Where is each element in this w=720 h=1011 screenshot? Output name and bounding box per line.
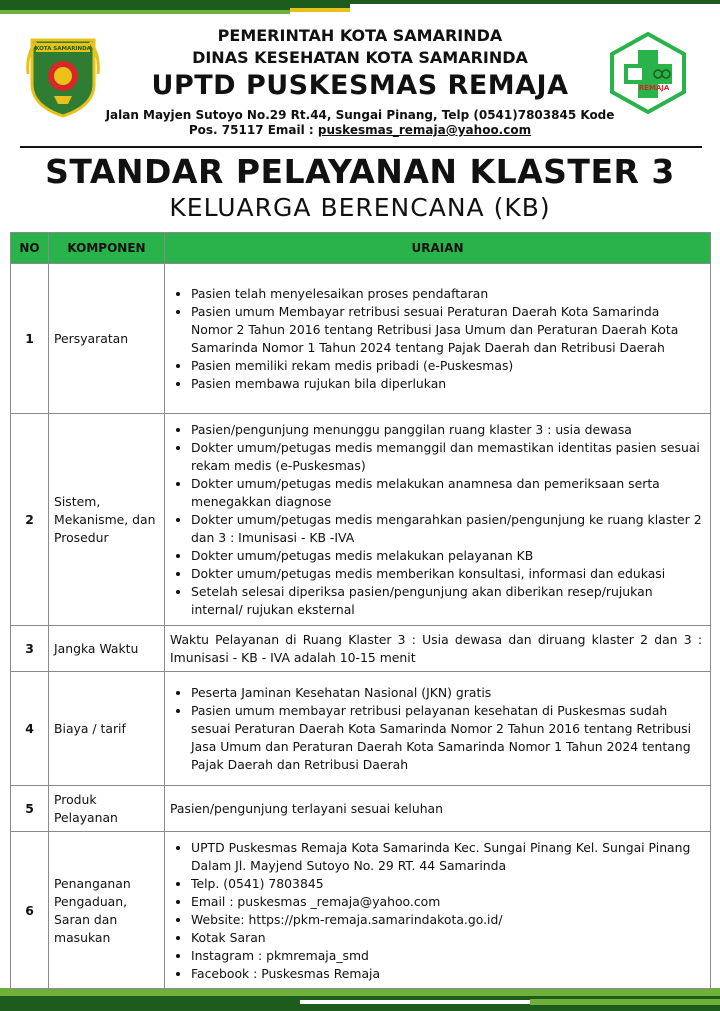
list-item: • Dokter umum/petugas medis memanggil dan memastikan identitas pasien sesuai rekam medis (e-Puskesmas) bbox=[191, 439, 702, 475]
postal-code-label: Pos. 75117 Email : bbox=[188, 123, 318, 137]
list-item: • UPTD Puskesmas Remaja Kota Samarinda Kec. Sungai Pinang Kel. Sungai Pinang Dalam Jl. Mayjend Sutoyo No. 29 RT. 44 Samarinda bbox=[191, 839, 702, 875]
header-department: DINAS KESEHATAN KOTA SAMARINDA bbox=[192, 48, 528, 67]
row-component: Persyaratan bbox=[49, 264, 165, 414]
list-item: • Dokter umum/petugas medis melakukan anamnesa dan pemeriksaan serta menegakkan diagnose bbox=[191, 475, 702, 511]
row-number: 5 bbox=[11, 786, 49, 832]
row-component: Penanganan Pengaduan, Saran dan masukan bbox=[49, 832, 165, 990]
table-row bbox=[11, 672, 711, 786]
row-number: 6 bbox=[11, 832, 49, 990]
list-item: • Peserta Jaminan Kesehatan Nasional (JKN) gratis bbox=[191, 684, 702, 702]
document-subtitle: KELUARGA BERENCANA (KB) bbox=[169, 193, 551, 222]
row-description bbox=[165, 264, 711, 414]
header-komponen: KOMPONEN bbox=[49, 233, 165, 264]
list-item[interactable]: • Website: https://pkm-remaja.samarindakota.go.id/ bbox=[191, 911, 702, 929]
bottom-stripe-white bbox=[300, 1000, 530, 1004]
list-item: • Email : puskesmas _remaja@yahoo.com bbox=[191, 893, 702, 911]
list-item: • Pasien membawa rujukan bila diperlukan bbox=[191, 375, 702, 393]
list-item: • Telp. (0541) 7803845 bbox=[191, 875, 702, 893]
row-description bbox=[165, 414, 711, 626]
header-uraian: URAIAN bbox=[165, 233, 711, 264]
header-institution: UPTD PUSKESMAS REMAJA bbox=[151, 70, 569, 101]
service-standard-table bbox=[10, 232, 711, 990]
table-row bbox=[11, 626, 711, 672]
email-link[interactable]: puskesmas_remaja@yahoo.com bbox=[317, 123, 532, 137]
row-description bbox=[165, 672, 711, 786]
row-component: Jangka Waktu bbox=[49, 626, 165, 672]
list-item: • Dokter umum/petugas medis memberikan konsultasi, informasi dan edukasi bbox=[191, 565, 702, 583]
svg-text:REMAJA: REMAJA bbox=[638, 84, 670, 92]
header-divider bbox=[20, 146, 702, 148]
row-component: Sistem, Mekanisme, dan Prosedur bbox=[49, 414, 165, 626]
header-no: NO bbox=[11, 233, 49, 264]
row-number: 4 bbox=[11, 672, 49, 786]
header-address: Jalan Mayjen Sutoyo No.29 Rt.44, Sungai Pinang, Telp (0541)7803845 Kode bbox=[105, 108, 615, 122]
bottom-stripe-light-2 bbox=[530, 999, 720, 1005]
list-item: • Facebook : Puskesmas Remaja bbox=[191, 965, 702, 983]
list-item: • Instagram : pkmremaja_smd bbox=[191, 947, 702, 965]
row-number: 1 bbox=[11, 264, 49, 414]
row-description: Waktu Pelayanan di Ruang Klaster 3 : Usia dewasa dan diruang klaster 2 dan 3 : Imunisasi - KB - IVA adalah 10-15 menit bbox=[165, 626, 711, 672]
document-title: STANDAR PELAYANAN KLASTER 3 bbox=[45, 152, 675, 191]
list-item: • Setelah selesai diperiksa pasien/pengunjung akan diberikan resep/rujukan internal/ rujukan eksternal bbox=[191, 583, 702, 619]
list-item: • Pasien umum Membayar retribusi sesuai Peraturan Daerah Kota Samarinda Nomor 2 Tahun 2016 tentang Retribusi Jasa Umum dan Peraturan Daerah Kota Samarinda Nomor 1 Tahun 2024 tentang Pajak Daerah dan Retribusi Daerah bbox=[191, 303, 702, 357]
list-item: • Pasien umum membayar retribusi pelayanan kesehatan di Puskesmas sudah sesuai Peraturan Daerah Kota Samarinda Nomor 2 Tahun 2016 tentang Retribusi Jasa Umum dan Peraturan Daerah Kota Samarinda Nomor 1 Tahun 2024 tentang Pajak Daerah dan Retribusi Daerah bbox=[191, 702, 702, 774]
row-number: 3 bbox=[11, 626, 49, 672]
letterhead bbox=[0, 18, 720, 148]
top-stripe-light bbox=[0, 10, 290, 14]
list-item: • Pasien telah menyelesaikan proses pendaftaran bbox=[191, 285, 702, 303]
table-row bbox=[11, 832, 711, 990]
table-header-row bbox=[11, 233, 711, 264]
list-item: • Pasien/pengunjung menunggu panggilan ruang klaster 3 : usia dewasa bbox=[191, 421, 702, 439]
list-item: • Kotak Saran bbox=[191, 929, 702, 947]
list-item: • Pasien memiliki rekam medis pribadi (e-Puskesmas) bbox=[191, 357, 702, 375]
top-stripe-yellow bbox=[290, 8, 350, 12]
row-number: 2 bbox=[11, 414, 49, 626]
list-item: • Dokter umum/petugas medis melakukan pelayanan KB bbox=[191, 547, 702, 565]
top-stripe-dark-thin bbox=[350, 0, 720, 4]
row-description: Pasien/pengunjung terlayani sesuai keluhan bbox=[165, 786, 711, 832]
row-description bbox=[165, 832, 711, 990]
table-row bbox=[11, 786, 711, 832]
table-row bbox=[11, 264, 711, 414]
header-government: PEMERINTAH KOTA SAMARINDA bbox=[217, 26, 503, 45]
table-row bbox=[11, 414, 711, 626]
list-item: • Dokter umum/petugas medis mengarahkan pasien/pengunjung ke ruang klaster 2 dan 3 : Imunisasi - KB -IVA bbox=[191, 511, 702, 547]
row-component: Biaya / tarif bbox=[49, 672, 165, 786]
row-component: Produk Pelayanan bbox=[49, 786, 165, 832]
header-address-email bbox=[0, 123, 720, 137]
puskesmas-remaja-logo-icon bbox=[610, 32, 686, 114]
svg-text:KOTA SAMARINDA: KOTA SAMARINDA bbox=[35, 46, 91, 52]
